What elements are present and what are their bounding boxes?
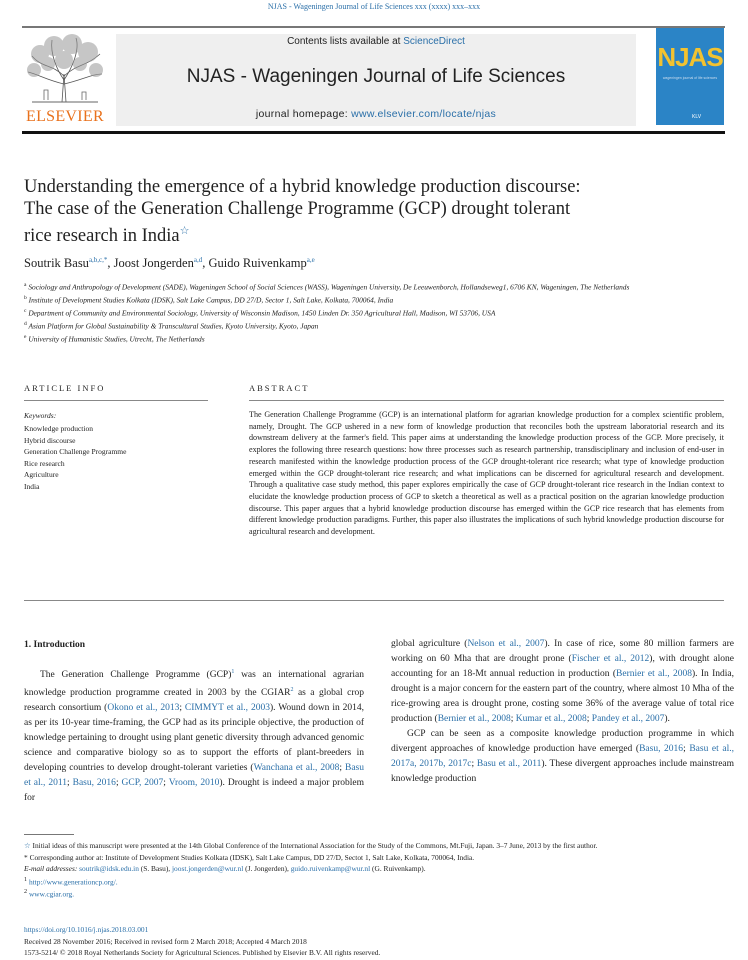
body-text: GCP can be seen as a composite knowledge production programme in which divergent approaches of knowledge production have emerged ( [391,729,734,754]
email-owner: (G. Ruivenkamp). [370,864,426,873]
body-text: The Generation Challenge Programme (GCP) [40,670,232,681]
running-head[interactable]: NJAS - Wageningen Journal of Life Sciences xxx (xxxx) xxx–xxx [267,2,481,11]
keyword: Hybrid discourse [24,435,76,445]
email-owner: (J. Jongerden), [243,864,291,873]
homepage-link[interactable]: www.elsevier.com/locate/njas [351,108,497,120]
intro-paragraph-3 [391,727,734,787]
body-text: global agriculture ( [391,639,468,649]
keywords-label: Keywords: [24,411,57,420]
affiliation [24,332,724,345]
citation-link[interactable]: Basu et al., 2011 [476,759,542,769]
affiliation-text: Asian Platform for Global Sustainability & Transcultural Studies, Kyoto University, Kyoto, Japan [28,321,319,331]
footnote-ref[interactable]: 1 [231,669,235,675]
email-owner: (S. Basu), [138,864,172,873]
cover-title: NJAS [657,42,723,72]
footnote-emails [24,863,724,875]
affiliation [24,306,724,319]
intro-paragraph-1 [24,665,364,806]
title-line-2: The case of the Generation Challenge Programme (GCP) drought tolerant [24,199,571,219]
citation-link[interactable]: Bernier et al., 2008 [616,669,692,679]
footnote-corresponding [24,852,724,864]
footnote-rule [24,834,74,835]
footnote-2-marker: 2 [24,889,28,896]
keyword: India [24,481,40,491]
affiliation [24,293,724,306]
citation-link[interactable]: Vroom, 2010 [168,778,220,789]
body-text: ; [179,703,185,714]
keyword: Generation Challenge Programme [24,447,127,457]
citation-link[interactable]: Bernier et al., 2008 [437,714,511,724]
affiliation-text: Sociology and Anthropology of Development (SADE), Wageningen School of Social Sciences (WASS), Wageningen University, De Leeuwenborch, Hollandseweg1, 6706 KN, Wageningen, The Netherlands [28,282,630,292]
body-text: ), with drought alone accounting for an 18-Mt annual reduction in production ( [391,654,734,679]
footnote-1-marker: 1 [24,876,28,883]
citation-link[interactable]: Pandey et al., 2007 [591,714,665,724]
author-list: Soutrik Basu$^{a,b,c,*}$, Joost Jongerden$^{a,d}$, Guido Ruivenkamp$^{a,e}$ [24,256,315,271]
author-name: Guido Ruivenkamp [208,256,307,271]
footnote-2 [24,887,724,900]
affiliation-text: University of Humanistic Studies, Utrecht, The Netherlands [28,334,205,344]
asterisk-icon: * [24,852,28,862]
citation-link[interactable]: Nelson et al., 2007 [467,639,545,649]
affiliation-text: Department of Community and Environmental Sociology, University of Wisconsin Madison, 1450 Linden Dr. 350 Agricultural Hall, Madison, WI 53706, USA [28,308,496,318]
citation-link[interactable]: CIMMYT et al., 2003 [184,703,270,714]
body-text: ; [586,714,592,724]
contents-line [116,36,636,47]
keyword: Rice research [24,458,65,468]
body-text: ). In India, drought is a major concern for the eastern part of the country, where almost 10 Mha of the rice-growing area is drought prone, costing some 36% of the average value of total rice production ( [391,669,734,724]
footnote-1 [24,875,724,888]
keyword: Agriculture [24,470,59,480]
homepage-prefix: journal homepage: [255,108,352,120]
body-text: ; [510,714,516,724]
elsevier-wordmark: ELSEVIER [26,108,104,125]
email-label: E-mail addresses: [24,864,80,873]
body-text: ; [339,763,345,774]
intro-paragraph-2 [391,637,734,727]
email-link[interactable]: joost.jongerden@wur.nl [172,864,244,873]
intro-heading: 1. Introduction [24,640,86,650]
affiliation-text: Institute of Development Studies Kolkata (IDSK), Salt Lake Campus, DD 27/D, Sector 1, Salt Lake, Kolkata, 700064, India [28,295,394,305]
sciencedirect-link[interactable]: ScienceDirect [403,36,465,47]
footnotes [24,840,724,900]
citation-link[interactable]: Fischer et al., 2012 [571,654,650,664]
body-text: as a global crop research consortium ( [24,688,364,714]
citation-link[interactable]: Basu et al., 2017a, 2017b, 2017c [391,744,734,769]
doi-link[interactable]: https://doi.org/10.1016/j.njas.2018.03.001 [24,925,149,934]
abstract-rule [249,400,724,401]
affiliation-sup: b [24,294,27,301]
intro-right-column [391,637,734,787]
author-sup[interactable]: a,b,c,* [88,256,108,264]
citation-link[interactable]: Basu, 2016 [72,778,116,789]
header-thick-rule [22,131,725,134]
title-line-1: Understanding the emergence of a hybrid knowledge production discourse: [24,177,581,197]
body-text: ). In case of rice, some 80 million farmers are working on 60 Mha that are drought prone ( [391,639,734,664]
affiliation-sup: c [24,307,27,314]
author-name: Joost Jongerden [113,256,194,271]
abstract-text: The Generation Challenge Programme (GCP) is an international platform for agrarian knowledge production for a complex scientific problem, namely, Drought. The GCP ushered in a new form of knowledge production that reconciles both the upstream laboratorial research and its downstream delivery at the farmer's field. This paper aims at understanding the knowledge production process of the GCP. More precisely, it explores the following three research questions: how three processes such as research partnership, transdisciplinary and inclusion of end-user in research manifested within the knowledge production process of the GCP drought-tolerant rice research; what type of knowledge production emerged within the GCP drought-tolerant rice research; and what implications can be discerned for agricultural research and development. Through a qualitative case study method, this paper explores empirically the case of GCP drought-tolerant rice research in the Indian context to elucidate the knowledge production process of GCP to sketch a theoretical as well as a practical position on the agrarian knowledge production discourse. This paper argues that a hybrid knowledge production discourse has emerged within the GCP rice research that has elements from different knowledge production paradigms. Further, this paper also illustrates the implications of such hybrid knowledge production discourse for agricultural research and development. [249,410,724,537]
body-text: ). [664,714,670,724]
abstract-heading: ABSTRACT [249,383,310,393]
title-line-3: rice research in India [24,226,180,247]
citation-link[interactable]: Kumar et al., 2008 [515,714,587,724]
star-icon: ☆ [24,841,31,850]
citation-link[interactable]: GCP, 2007 [121,778,164,789]
body-text: ; [471,759,477,769]
footnote-ref[interactable]: 2 [290,687,294,694]
author-sup[interactable]: a,d [193,256,203,264]
affiliation-sup: e [24,333,27,340]
footnote-star [24,840,724,852]
article-title [24,176,684,247]
keyword: Knowledge production [24,424,93,433]
article-info-rule [24,400,208,401]
abstract-bottom-rule [24,600,724,601]
citation-link[interactable]: Okono et al., 2013 [107,703,180,714]
footnote-star-text: Initial ideas of this manuscript were presented at the 14th Global Conference of the International Association for the Study of the Commons, Mt.Fuji, Japan. 3–7 June, 2013 by the first author. [32,841,598,850]
body-text: ; [683,744,690,754]
homepage-line [116,108,636,120]
keywords-list [24,423,126,493]
affiliation [24,319,724,332]
footnote-corresponding-text: Corresponding author at: Institute of Development Studies Kolkata (IDSK), Salt Lake Campus, DD 27/D, Sectot 1, Salt Lake, Kolkata, 700064, India. [29,852,475,862]
citation-link[interactable]: Basu, 2016 [639,744,684,754]
email-link[interactable]: soutrik@idsk.edu.in [79,864,139,873]
journal-cover-image[interactable] [656,28,724,125]
bottom-info [24,924,724,959]
issn-copyright: 1573-5214/ © 2018 Royal Netherlands Society for Agricultural Sciences. Published by Elsevier B.V. All rights reserved. [24,948,381,957]
body-text: ). These divergent approaches include mainstream knowledge production [391,759,735,784]
intro-left-column [24,665,364,806]
cover-logo: KLV [692,114,702,120]
body-text: ; [163,778,169,789]
citation-link[interactable]: Wanchana et al., 2008 [253,763,340,774]
cover-subtitle: wageningen journal of life sciences [662,76,718,80]
article-info-heading: ARTICLE INFO [24,383,106,393]
footnote-1-link[interactable]: http://www.generationcp.org/. [28,876,118,886]
body-text: ). Drought is indeed a major problem for [24,778,364,804]
body-text: ; [115,778,122,789]
affiliation-sup: d [24,320,27,327]
body-text: ; [67,778,73,789]
email-link[interactable]: guido.ruivenkamp@wur.nl [290,864,371,873]
title-star-icon[interactable]: ☆ [179,225,190,237]
affiliation-sup: a [24,282,27,288]
body-text: ). Wound down in 2014, as per its 10-year time-framing, the GCP had as its principle objective, the production of knowledge pertaining to drought using plant genetic diversity through advanced genomic science and comparative biology so as to support the efforts of plant-breeders in developing countries to develop drought-tolerant varieties ( [24,703,364,774]
contents-prefix: Contents lists available at [287,36,404,47]
footnote-2-link[interactable]: www.cgiar.org. [28,889,75,899]
top-rule [22,26,725,28]
affiliation [24,280,724,293]
author-name: Soutrik Basu [24,256,89,271]
journal-name: NJAS - Wageningen Journal of Life Sciences [186,66,566,87]
affiliations [24,280,724,345]
body-text: was an international agrarian knowledge production programme created in 2003 by the CGIAR [24,670,364,699]
citation-link[interactable]: Basu et al., 2011 [24,763,364,789]
received-dates: Received 28 November 2016; Received in revised form 2 March 2018; Accepted 4 March 2018 [24,936,307,946]
author-sup[interactable]: a,e [306,256,315,264]
